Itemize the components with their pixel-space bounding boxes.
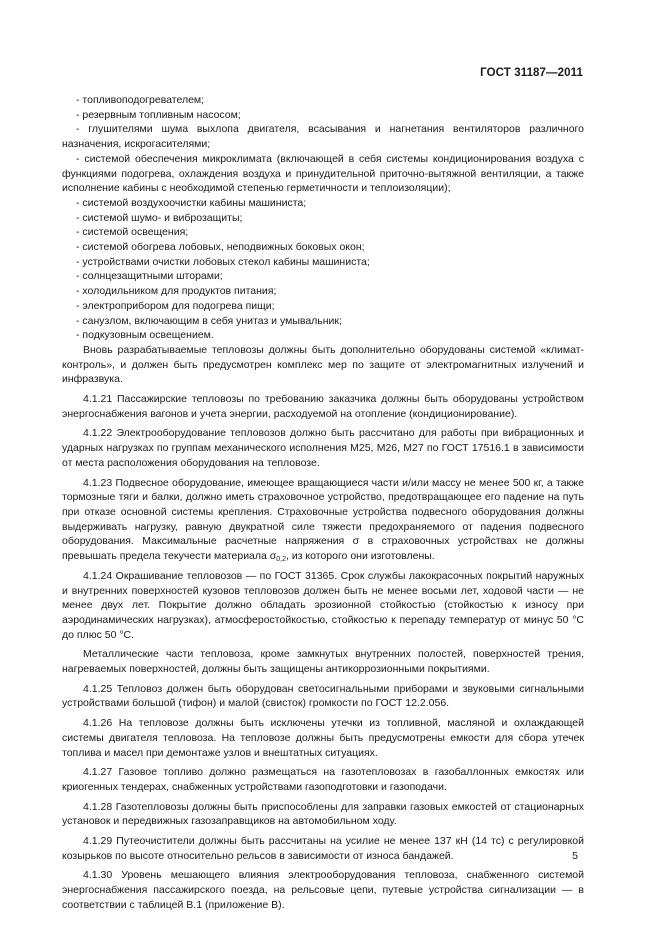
- clause-4-1-23: [62, 476, 584, 564]
- clause-4-1-23-text: 4.1.23 Подвесное оборудование, имеющее вращающиеся части и/или массу не менее 500 кг, а также тормозные тяги и балки, должно иметь страховочное устройство, предотвращающее его падение на путь при отказе основной системы крепления. Страховочные устройства подвесного оборудования должны выдерживать нагрузку, равную двукратной силе тяжести предохраняемого от падения подвесного оборудования. Максимальные расчетные напряжения σ в страховочных устройствах не должны превышать предела текучести материала σ: [62, 476, 584, 563]
- clause-4-1-26: 4.1.26 На тепловозе должны быть исключены утечки из топливной, масляной и охлаждающей системы двигателя тепловоза. На тепловозе должны быть предусмотрены емкости для сбора утечек топлива и масел при демонтаже узлов и внештатных ситуациях.: [62, 717, 584, 759]
- clause-4-1-25: 4.1.25 Тепловоз должен быть оборудован светосигнальными приборами и звуковыми сигнальными устройствами большой (тифон) и малой (свисток) громкости по ГОСТ 12.2.056.: [62, 682, 584, 710]
- clause-4-1-21: 4.1.21 Пассажирские тепловозы по требованию заказчика должны быть оборудованы устройством энергоснабжения вагонов и учета энергии, расходуемой на отопление (кондиционирование).: [62, 393, 584, 420]
- list-item: - солнцезащитными шторами;: [76, 270, 223, 283]
- list-item: - холодильником для продуктов питания;: [76, 285, 277, 298]
- clause-4-1-22: 4.1.22 Электрооборудование тепловозов должно быть рассчитано для работы при вибрационных и ударных нагрузках по группам механического исполнения М25, М26, М27 по ГОСТ 17516.1 в зависимости от места расположения оборудования на тепловозе.: [62, 427, 584, 469]
- list-item: - подкузовным освещением.: [76, 329, 214, 342]
- list-item: - системой воздухоочистки кабины машиниста;: [76, 196, 307, 209]
- list-item: - топливоподогревателем;: [76, 94, 205, 106]
- standard-code-header: ГОСТ 31187—2011: [480, 67, 583, 79]
- list-item: - системой шумо- и виброзащиты;: [76, 211, 243, 224]
- clause-4-1-23-tail: , из которого они изготовлены.: [286, 550, 435, 563]
- list-item: - системой обогрева лобовых, неподвижных боковых окон;: [76, 241, 365, 254]
- list-item: - резервным топливным насосом;: [76, 108, 241, 121]
- paragraph-metal-parts: Металлические части тепловоза, кроме замкнутых внутренних полостей, поверхностей трения, нагреваемых поверхностей, должны быть защищены антикоррозионными покрытиями.: [62, 648, 584, 676]
- page-body: [62, 93, 584, 913]
- clause-4-1-30: 4.1.30 Уровень мешающего влияния электрооборудования тепловоза, снабженного системой энергоснабжения пассажирского поезда, на рельсовые цепи, путевые устройства сигнализации — в соответствии с таблицей В.1 (приложение В).: [62, 869, 584, 911]
- list-item: - устройствами очистки лобовых стекол кабины машиниста;: [76, 255, 370, 268]
- list-item: - санузлом, включающим в себя унитаз и умывальник;: [76, 314, 342, 327]
- list-item: - системой освещения;: [76, 226, 189, 239]
- list-item: - системой обеспечения микроклимата (включающей в себя системы кондиционирования воздуха с функциями подогрева, охлаждения воздуха и принудительной приточно-вытяжной вентиляции, а также исполнение кабины с необходимой степенью герметичности и теплоизоляции);: [62, 152, 584, 195]
- paragraph-new-locomotives: Вновь разрабатываемые тепловозы должны быть дополнительно оборудованы системой «климат-контроль», и должен быть предусмотрен комплекс мер по защите от электромагнитных излучений и инфразвука.: [62, 343, 584, 386]
- clause-4-1-24: 4.1.24 Окрашивание тепловозов — по ГОСТ 31365. Срок службы лакокрасочных покрытий наружных и внутренних поверхностей кузовов тепловозов должен быть не менее восьми лет, ходовой части — не менее двух лет. Покрытие должно обладать эрозионной стойкостью (стойкостью к износу при аэродинамических нагрузках), атмосферостойкостью, стойкостью к перепаду температур от минус 50 °С до плюс 50 °С.: [62, 569, 584, 641]
- clause-4-1-27: 4.1.27 Газовое топливо должно размещаться на газотепловозах в газобаллонных емкостях или криогенных тендерах, снабженных устройствами газоподготовки и газоподачи.: [62, 766, 584, 793]
- list-item: - электроприбором для подогрева пищи;: [76, 299, 275, 312]
- page-number: 5: [572, 850, 578, 862]
- yield-strength-subscript: 0,2: [276, 556, 286, 564]
- clause-4-1-29: 4.1.29 Путеочистители должны быть рассчитаны на усилие не менее 137 кН (14 тс) с регулировкой козырьков по высоте относительно рельсов в зависимости от износа бандажей.: [62, 835, 584, 862]
- clause-4-1-28: 4.1.28 Газотепловозы должны быть приспособлены для заправки газовых емкостей от стационарных установок и передвижных газозаправщиков на автомобильном ходу.: [62, 800, 584, 828]
- list-item: - глушителями шума выхлопа двигателя, всасывания и нагнетания вентиляторов различного назначения, искрогасителями;: [62, 123, 584, 151]
